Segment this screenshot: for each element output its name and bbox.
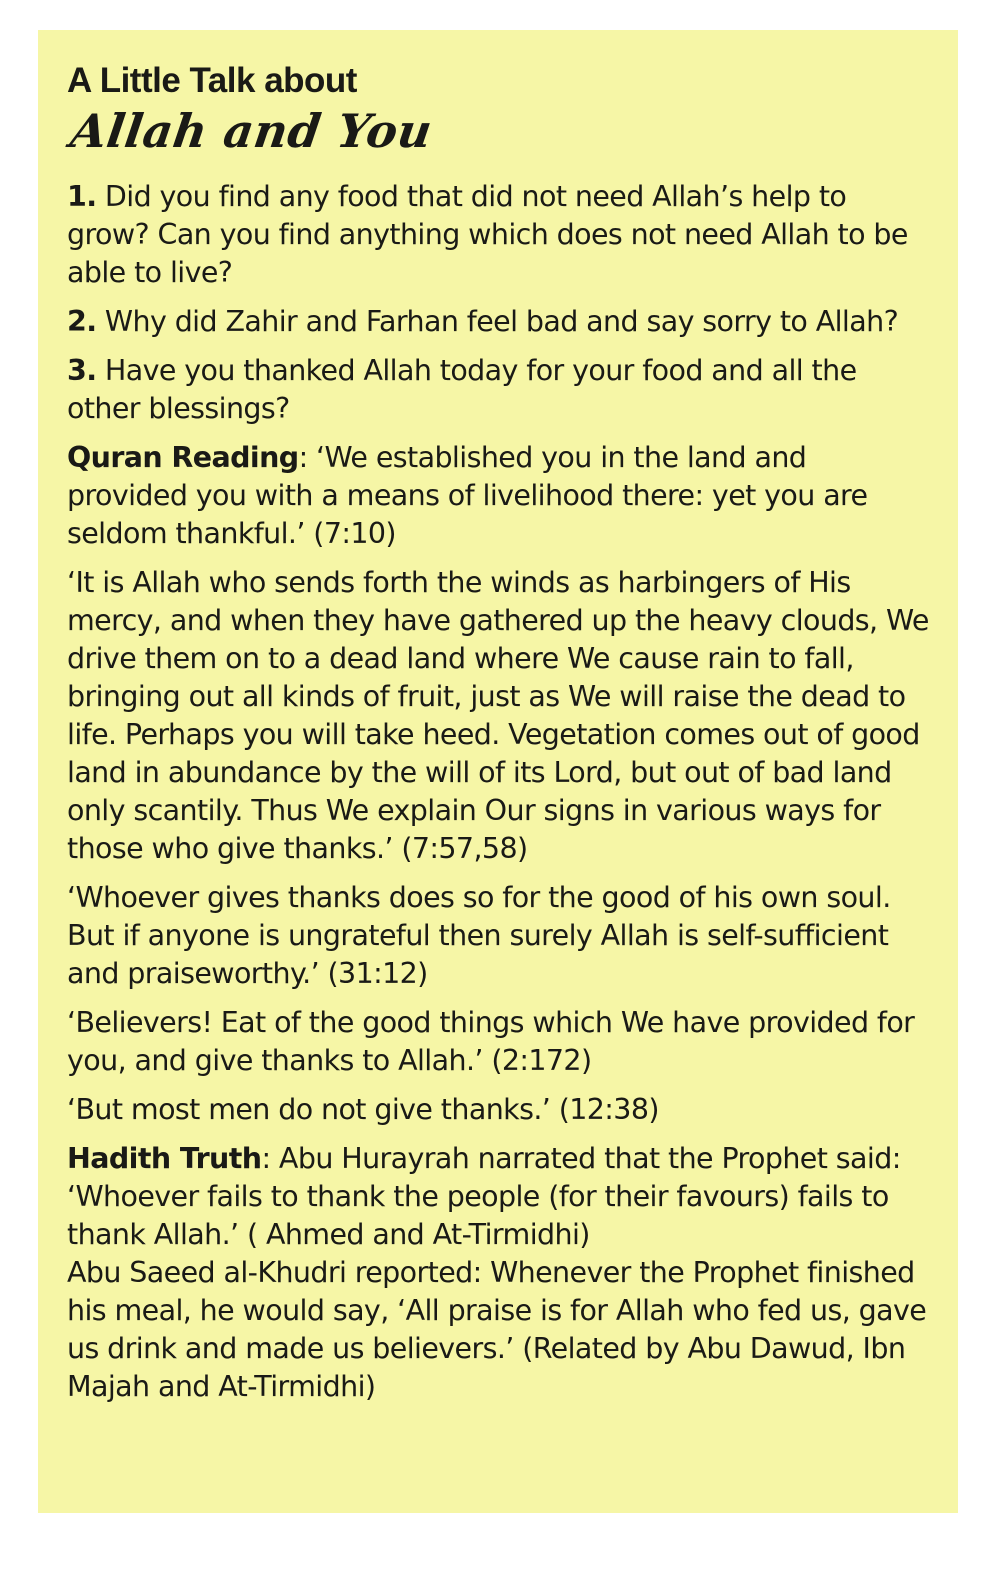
hadith-truth-label: Hadith Truth xyxy=(67,1142,262,1175)
quran-reading-text: : ‘We established you in the land and provided you with a means of livelihood there: yet you are seldom thankful.’ (7:10) xyxy=(67,441,868,550)
question-text: Did you find any food that did not need Allah’s help to grow? Can you find anything which does not need Allah to be able to live? xyxy=(67,180,908,289)
question-number: 1. xyxy=(67,180,97,213)
quran-verse: ‘It is Allah who sends forth the winds as harbingers of His mercy, and when they have gathered up the heavy clouds, We drive them on to a dead land where We cause rain to fall, bringing out all kinds of fruit, just as We will raise the dead to life. Perhaps you will take heed. Vegetation comes out of good land in abundance by the will of its Lord, but out of bad land only scantily. Thus We explain Our signs in various ways for those who give thanks.’ (7:57,58) xyxy=(67,566,929,865)
page xyxy=(38,30,958,1513)
page-title: Allah and You xyxy=(67,104,436,158)
question-1 xyxy=(67,178,930,292)
question-3 xyxy=(67,352,930,428)
quran-reading-intro xyxy=(67,439,930,553)
hadith-truth xyxy=(67,1140,930,1254)
quran-verse: ‘Whoever gives thanks does so for the good of his own soul. But if anyone is ungrateful then surely Allah is self-sufficient and praiseworthy.’ (31:12) xyxy=(67,881,891,990)
question-number: 2. xyxy=(67,305,97,338)
quran-verse: ‘But most men do not give thanks.’ (12:38) xyxy=(67,1093,659,1126)
quran-verse: ‘Believers! Eat of the good things which We have provided for you, and give thanks to Allah.’ (2:172) xyxy=(67,1006,915,1077)
hadith-report: Abu Saeed al-Khudri reported: Whenever the Prophet finished his meal, he would say, ‘All praise is for Allah who fed us, gave us drink and made us believers.’ (Related by Abu Dawud, Ibn Majah and At-Tirmidhi) xyxy=(67,1256,927,1403)
heading-kicker: A Little Talk about xyxy=(67,61,357,100)
quran-reading-label: Quran Reading xyxy=(67,441,299,474)
hadith-truth-text: : Abu Hurayrah narrated that the Prophet said: ‘Whoever fails to thank the people (for their favours) fails to thank Allah.’ ( Ahmed and At-Tirmidhi) xyxy=(67,1142,901,1251)
question-text: Why did Zahir and Farhan feel bad and say sorry to Allah? xyxy=(96,305,899,338)
content-body xyxy=(67,178,930,1406)
question-text: Have you thanked Allah today for your food and all the other blessings? xyxy=(67,354,857,425)
question-number: 3. xyxy=(67,354,97,387)
question-2 xyxy=(67,303,930,341)
